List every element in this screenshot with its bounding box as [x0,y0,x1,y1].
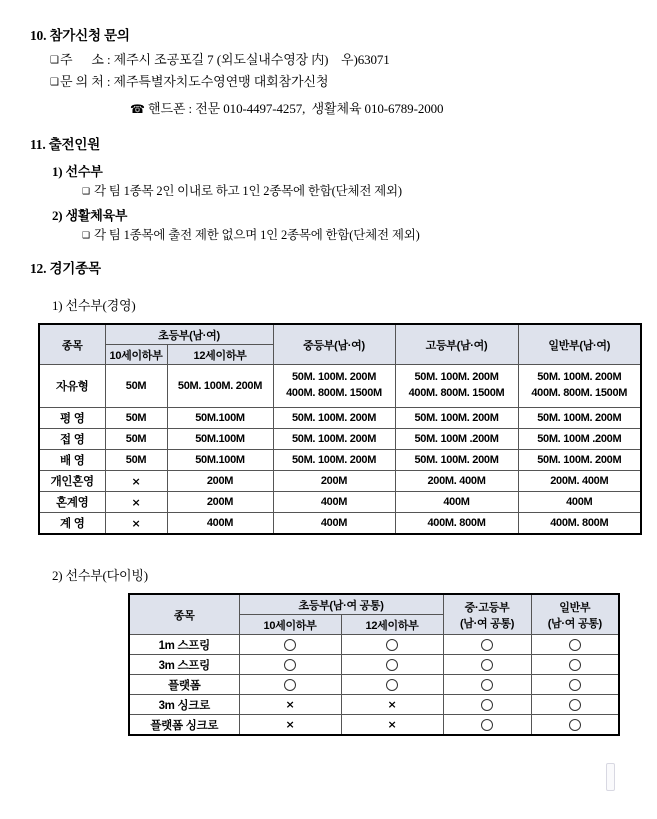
swim-cell-age12: 200M [167,492,273,513]
dive-cell-general [531,675,619,695]
circle-mark-icon [569,699,581,711]
dive-cell-middle-high [443,675,531,695]
table-row [129,655,619,675]
swim-cell-age12: 200M [167,471,273,492]
swim-row-label: 개인혼영 [39,471,105,492]
diving-section [30,565,639,736]
swim-cell-line: 50M. 100M. 200M [291,371,377,384]
swim-cell-age10: 50M [105,450,167,471]
swim-header-high: 고등부(남·여) [395,324,518,365]
dive-header-line: (남·여 공통) [459,617,515,630]
dive-table-header-row-1 [129,594,619,615]
swim-cell-general: 50M. 100M. 200M [518,450,641,471]
swim-cell-high: 50M. 100M. 200M [395,450,518,471]
table-row [39,492,641,513]
dive-cell-age12 [341,635,443,655]
circle-mark-icon [481,719,493,731]
swim-cell-age10: 50M [105,408,167,429]
swim-cell-high [395,365,518,408]
swim-cell-age10: × [105,471,167,492]
square-bullet-icon: ❑ [50,55,59,67]
contact-inquiry-value: 제주특별자치도수영연맹 대회참가신청 [113,74,329,90]
swimming-events-table [38,323,642,535]
swim-header-middle: 중등부(남·여) [273,324,395,365]
dive-header-line: 일반부 [559,601,591,614]
table-row [129,695,619,715]
dive-header-age12: 12세이하부 [341,615,443,635]
dive-row-label: 3m 싱크로 [129,695,239,715]
swim-cell-age12: 50M. 100M. 200M [167,365,273,408]
circle-mark-icon [569,639,581,651]
contact-address-value: 제주시 조공포길 7 (외도실내수영장 内) 우)63071 [113,52,390,68]
entries-note-text: 각 팀 1종목에 출전 제한 없으며 1인 2종목에 한함(단체전 제외) [94,227,420,242]
swim-cell-age12: 400M [167,513,273,535]
dive-cell-age10: × [239,715,341,736]
square-bullet-icon: ❑ [50,77,59,89]
swim-header-elementary-group: 초등부(남·여) [105,324,273,345]
dive-cell-age12 [341,675,443,695]
dive-cell-general [531,715,619,736]
swim-cell-general: 50M. 100M .200M [518,429,641,450]
entries-note-text: 각 팀 1종목 2인 이내로 하고 1인 2종목에 한함(단체전 제외) [94,183,402,198]
contact-phone-text: 핸드폰 : 전문 010-4497-4257, 생활체육 010-6789-2000 [148,100,444,116]
circle-mark-icon [386,679,398,691]
dive-cell-age10: × [239,695,341,715]
swim-cell-age12: 50M.100M [167,450,273,471]
section-heading-events: 12. 경기종목 [30,260,101,276]
swim-header-event: 종목 [39,324,105,365]
contact-inquiry-label: 문 의 처 : [60,74,111,90]
swim-cell-general: 400M [518,492,641,513]
circle-mark-icon [569,719,581,731]
dive-header-event: 종목 [129,594,239,635]
telephone-icon: ☎ [130,101,145,116]
dive-cell-general [531,695,619,715]
swim-cell-line: 400M. 800M. 1500M [408,387,505,400]
circle-mark-icon [481,639,493,651]
contact-phone-line [30,99,639,119]
entries-group-note-athlete [30,181,639,199]
swim-cell-middle: 50M. 100M. 200M [273,429,395,450]
dive-cell-age10 [239,635,341,655]
swim-cell-middle [273,365,395,408]
entries-group-title-athlete: 1) 선수부 [52,163,103,179]
swim-table-caption: 1) 선수부(경영) [52,298,136,314]
table-row [129,635,619,655]
swim-cell-line: 50M. 100M. 200M [537,371,622,384]
dive-cell-general [531,655,619,675]
swim-row-label: 배 영 [39,450,105,471]
swim-cell-general: 50M. 100M. 200M [518,408,641,429]
swim-row-label: 접 영 [39,429,105,450]
circle-mark-icon [284,639,296,651]
entries-group-note-recreation [30,225,639,243]
circle-mark-icon [386,639,398,651]
swim-row-label: 자유형 [39,365,105,408]
dive-header-line: 중·고등부 [464,601,510,614]
swim-cell-middle: 50M. 100M. 200M [273,450,395,471]
square-bullet-icon: ❑ [82,230,90,241]
swim-cell-age10: × [105,513,167,535]
table-row [129,675,619,695]
swim-cell-middle: 50M. 100M. 200M [273,408,395,429]
swim-row-label: 혼계영 [39,492,105,513]
dive-cell-age12 [341,655,443,675]
swim-row-label: 평 영 [39,408,105,429]
table-row [39,429,641,450]
circle-mark-icon [481,699,493,711]
swim-cell-general [518,365,641,408]
dive-row-label: 플랫폼 [129,675,239,695]
dive-table-caption: 2) 선수부(다이빙) [52,568,148,584]
table-row [39,513,641,535]
dive-cell-middle-high [443,635,531,655]
swim-cell-line: 400M. 800M. 1500M [531,387,628,400]
swim-header-age12: 12세이하부 [167,345,273,365]
swim-cell-line: 400M. 800M. 1500M [286,387,382,400]
circle-mark-icon [481,679,493,691]
dive-cell-age12: × [341,695,443,715]
table-row [39,450,641,471]
section-heading-contact: 10. 참가신청 문의 [30,28,130,43]
swim-cell-high: 50M. 100M. 200M [395,408,518,429]
dive-cell-age12: × [341,715,443,736]
circle-mark-icon [569,659,581,671]
swim-cell-age12: 50M.100M [167,408,273,429]
contact-inquiry-line [30,72,639,92]
swim-cell-high: 50M. 100M .200M [395,429,518,450]
square-bullet-icon: ❑ [82,186,90,197]
circle-mark-icon [481,659,493,671]
dive-row-label: 플랫폼 싱크로 [129,715,239,736]
table-row [129,715,619,736]
table-row [39,471,641,492]
swim-cell-high: 400M [395,492,518,513]
section-heading-entries: 11. 출전인원 [30,136,101,152]
scan-artifact [606,763,615,791]
swim-cell-line: 50M. 100M. 200M [414,371,499,384]
swim-cell-high: 400M. 800M [395,513,518,535]
contact-address-line [30,50,639,70]
entries-group-title-recreation: 2) 생활체육부 [52,207,128,223]
swim-row-label: 계 영 [39,513,105,535]
swim-table-header-row-1 [39,324,641,345]
swim-cell-age10: × [105,492,167,513]
circle-mark-icon [569,679,581,691]
dive-header-age10: 10세이하부 [239,615,341,635]
dive-header-general [531,594,619,635]
swim-cell-middle: 200M [273,471,395,492]
dive-row-label: 3m 스프링 [129,655,239,675]
swim-cell-age10: 50M [105,365,167,408]
table-row [39,408,641,429]
dive-cell-middle-high [443,695,531,715]
dive-cell-general [531,635,619,655]
dive-header-elementary-group: 초등부(남·여 공통) [239,594,443,615]
dive-cell-middle-high [443,715,531,736]
swim-header-general: 일반부(남·여) [518,324,641,365]
swim-cell-middle: 400M [273,513,395,535]
circle-mark-icon [284,659,296,671]
dive-cell-middle-high [443,655,531,675]
circle-mark-icon [284,679,296,691]
dive-header-line: (남·여 공통) [547,617,602,630]
swim-header-age10: 10세이하부 [105,345,167,365]
diving-events-table [128,593,620,736]
contact-address-label: 주 소 : [60,52,111,68]
swim-cell-middle: 400M [273,492,395,513]
dive-cell-age10 [239,675,341,695]
table-row [39,365,641,408]
swim-cell-age12: 50M.100M [167,429,273,450]
dive-header-middle-high [443,594,531,635]
swim-cell-age10: 50M [105,429,167,450]
swim-cell-high: 200M. 400M [395,471,518,492]
dive-row-label: 1m 스프링 [129,635,239,655]
dive-cell-age10 [239,655,341,675]
swim-cell-general: 400M. 800M [518,513,641,535]
swim-cell-general: 200M. 400M [518,471,641,492]
circle-mark-icon [386,659,398,671]
